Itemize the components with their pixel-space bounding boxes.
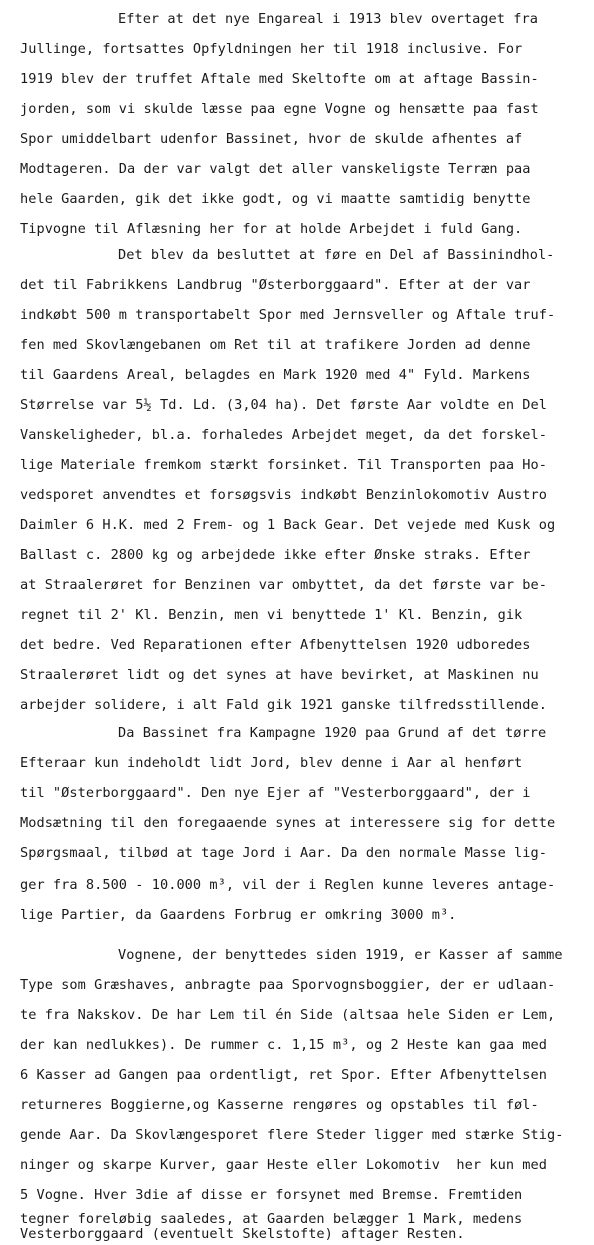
text-line: det til Fabrikkens Landbrug "Østerborggaard". Efter at der var [20, 277, 531, 293]
text-line: indkøbt 500 m transportabelt Spor med Jernsveller og Aftale truf- [20, 307, 556, 323]
text-line: gende Aar. Da Skovlængesporet flere Steder ligger med stærke Stig- [20, 1127, 564, 1143]
text-line: Type som Græshaves, anbragte paa Sporvognsboggier, der er udlaan- [20, 977, 556, 993]
text-line: Tipvogne til Aflæsning her for at holde Arbejdet i fuld Gang. [20, 221, 523, 237]
text-line: regnet til 2' Kl. Benzin, men vi benyttede 1' Kl. Benzin, gik [20, 607, 523, 623]
text-line: Jullinge, fortsattes Opfyldningen her til 1918 inclusive. For [20, 41, 523, 57]
text-line: Størrelse var 5½ Td. Ld. (3,04 ha). Det første Aar voldte en Del [20, 397, 547, 413]
text-line: te fra Nakskov. De har Lem til én Side (altsaa hele Siden er Lem, [20, 1007, 556, 1023]
text-line: ninger og skarpe Kurver, gaar Heste eller Lokomotiv her kun med [20, 1157, 547, 1173]
text-line: til Gaardens Areal, belagdes en Mark 1920 med 4" Fyld. Markens [20, 367, 531, 383]
text-line: ger fra 8.500 - 10.000 m³, vil der i Reglen kunne leveres antage- [20, 877, 556, 893]
text-line: jorden, som vi skulde læsse paa egne Vogne og hensætte paa fast [20, 101, 539, 117]
text-line: hele Gaarden, gik det ikke godt, og vi maatte samtidig benytte [20, 191, 531, 207]
text-line: vedsporet anvendtes et forsøgsvis indkøbt Benzinlokomotiv Austro [20, 487, 547, 503]
text-line: Efter at det nye Engareal i 1913 blev overtaget fra [118, 11, 538, 27]
text-line: fen med Skovlængebanen om Ret til at trafikere Jorden ad denne [20, 337, 531, 353]
text-line: Daimler 6 H.K. med 2 Frem- og 1 Back Gear. Det vejede med Kusk og [20, 517, 556, 533]
text-line: lige Partier, da Gaardens Forbrug er omkring 3000 m³. [20, 907, 457, 923]
text-line: Modsætning til den foregaaende synes at interessere sig for dette [20, 815, 556, 831]
text-line: arbejder solidere, i alt Fald gik 1921 ganske tilfredsstillende. [20, 697, 547, 713]
text-line: Det blev da besluttet at føre en Del af Bassinindhol- [118, 247, 555, 263]
text-line: 6 Kasser ad Gangen paa ordentligt, ret Spor. Efter Afbenyttelsen [20, 1067, 547, 1083]
text-line: til "Østerborggaard". Den nye Ejer af "Vesterborggaard", der i [20, 785, 531, 801]
text-line: 5 Vogne. Hver 3die af disse er forsynet med Bremse. Fremtiden [20, 1187, 523, 1203]
text-line: Modtageren. Da der var valgt det aller vanskeligste Terræn paa [20, 161, 531, 177]
text-line: Straalerøret lidt og det synes at have bevirket, at Maskinen nu [20, 667, 539, 683]
text-line: tegner foreløbig saaledes, at Gaarden belægger 1 Mark, medens [20, 1211, 523, 1227]
text-line: Efteraar kun indeholdt lidt Jord, blev denne i Aar al henført [20, 755, 523, 771]
text-line: Vognene, der benyttedes siden 1919, er Kasser af samme [118, 947, 563, 963]
text-line: Vesterborggaard (eventuelt Skelstofte) aftager Resten. [20, 1226, 465, 1242]
text-line: Vanskeligheder, bl.a. forhaledes Arbejdet meget, da det forskel- [20, 427, 547, 443]
text-line: der kan nedlukkes). De rummer c. 1,15 m³, og 2 Heste kan gaa med [20, 1037, 547, 1053]
text-line: at Straalerøret for Benzinen var ombyttet, da det første var be- [20, 577, 547, 593]
text-line: Spor umiddelbart udenfor Bassinet, hvor de skulde afhentes af [20, 131, 523, 147]
text-line: 1919 blev der truffet Aftale med Skeltofte om at aftage Bassin- [20, 71, 539, 87]
text-line: lige Materiale fremkom stærkt forsinket. Til Transporten paa Ho- [20, 457, 547, 473]
text-line: det bedre. Ved Reparationen efter Afbenyttelsen 1920 udboredes [20, 637, 531, 653]
text-line: Da Bassinet fra Kampagne 1920 paa Grund af det tørre [118, 725, 547, 741]
text-line: returneres Boggierne,og Kasserne rengøres og opstables til føl- [20, 1097, 539, 1113]
text-line: Ballast c. 2800 kg og arbejdede ikke efter Ønske straks. Efter [20, 547, 531, 563]
text-line: Spørgsmaal, tilbød at tage Jord i Aar. Da den normale Masse lig- [20, 845, 547, 861]
